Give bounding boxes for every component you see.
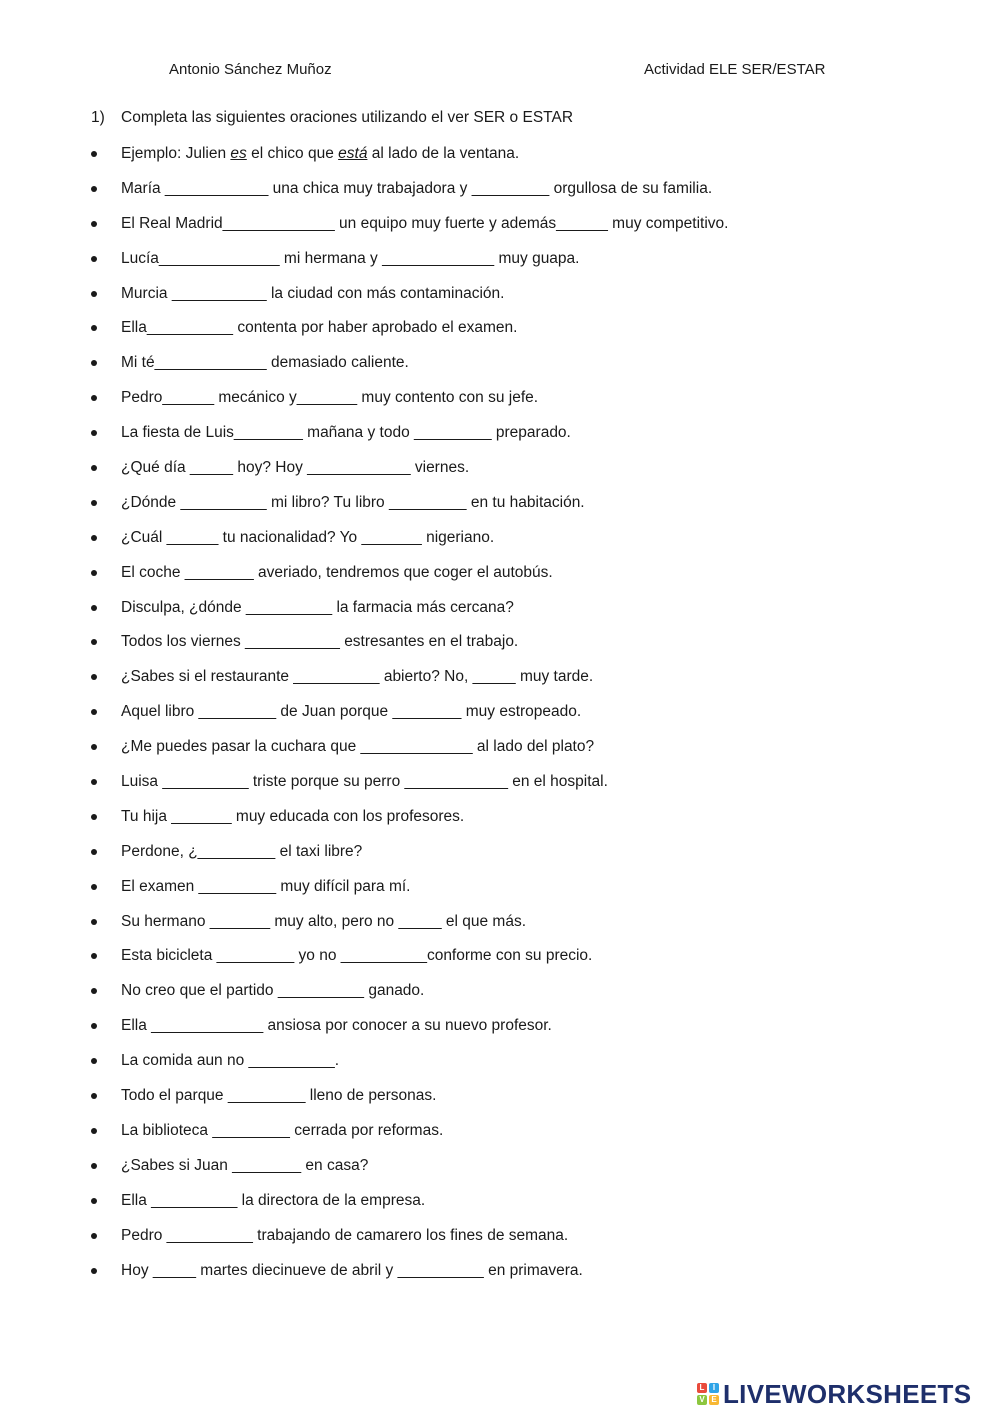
sentence-text: ¿Me puedes pasar la cuchara que _____________ al lado del plato?: [121, 738, 595, 756]
bullet-icon: [91, 605, 97, 611]
bullet-icon: [91, 988, 97, 994]
sentence-item: [0, 667, 1000, 702]
liveworksheets-logo: [697, 1377, 971, 1411]
bullet-icon: [91, 151, 97, 157]
header-activity: Actividad ELE SER/ESTAR: [644, 61, 826, 78]
sentence-item: [0, 632, 1000, 667]
sentence-item: [0, 1191, 1000, 1226]
bullet-icon: [91, 779, 97, 785]
sentence-text: Todo el parque _________ lleno de personas.: [121, 1087, 437, 1105]
sentence-text: María ____________ una chica muy trabajadora y _________ orgullosa de su familia.: [121, 179, 713, 197]
bullet-icon: [91, 360, 97, 366]
sentence-text: No creo que el partido __________ ganado.: [121, 982, 425, 1000]
sentence-text: La comida aun no __________.: [121, 1052, 340, 1070]
sentence-text: El Real Madrid_____________ un equipo muy fuerte y además______ muy competitivo.: [121, 214, 729, 232]
bullet-icon: [91, 1023, 97, 1029]
example-verb-estar: está: [338, 145, 368, 162]
header-author: Antonio Sánchez Muñoz: [169, 61, 332, 78]
sentence-item: [0, 214, 1000, 249]
sentence-item: [0, 737, 1000, 772]
example-text-3: al lado de la ventana.: [367, 145, 520, 162]
bullet-icon: [91, 744, 97, 750]
sentence-text: La biblioteca _________ cerrada por reformas.: [121, 1121, 444, 1139]
sentence-item: [0, 1121, 1000, 1156]
sentence-text: Luisa __________ triste porque su perro ____________ en el hospital.: [121, 773, 608, 791]
instruction-number: 1): [91, 109, 105, 126]
sentence-text: ¿Sabes si Juan ________ en casa?: [121, 1156, 369, 1174]
example-text-2: el chico que: [246, 145, 339, 162]
bullet-icon: [91, 919, 97, 925]
sentence-item: [0, 1156, 1000, 1191]
sentence-item: [0, 423, 1000, 458]
sentence-item: [0, 458, 1000, 493]
sentence-text: ¿Sabes si el restaurante __________ abierto? No, _____ muy tarde.: [121, 668, 594, 686]
sentence-text: Ella__________ contenta por haber aprobado el examen.: [121, 319, 518, 337]
bullet-icon: [91, 849, 97, 855]
sentence-text: ¿Cuál ______ tu nacionalidad? Yo _______ nigeriano.: [121, 528, 495, 546]
bullet-icon: [91, 535, 97, 541]
sentence-list: [0, 144, 1000, 1295]
sentence-item: [0, 981, 1000, 1016]
sentence-item: [0, 353, 1000, 388]
sentence-item: [0, 388, 1000, 423]
sentence-item: [0, 702, 1000, 737]
example-text-1: Ejemplo: Julien: [121, 145, 231, 162]
bullet-icon: [91, 291, 97, 297]
sentence-item: [0, 912, 1000, 947]
bullet-icon: [91, 639, 97, 645]
bullet-icon: [91, 1058, 97, 1064]
sentence-item: [0, 528, 1000, 563]
sentence-text: La fiesta de Luis________ mañana y todo _________ preparado.: [121, 424, 571, 442]
bullet-icon: [91, 953, 97, 959]
bullet-icon: [91, 430, 97, 436]
sentence-item: [0, 563, 1000, 598]
sentence-item: [0, 1261, 1000, 1296]
sentence-text: Ella _____________ ansiosa por conocer a su nuevo profesor.: [121, 1017, 552, 1035]
bullet-icon: [91, 709, 97, 715]
logo-mark-i: I: [709, 1383, 719, 1393]
bullet-icon: [91, 186, 97, 192]
bullet-icon: [91, 1268, 97, 1274]
sentence-text: Ella __________ la directora de la empresa.: [121, 1191, 426, 1209]
sentence-text: Esta bicicleta _________ yo no __________conforme con su precio.: [121, 947, 593, 965]
bullet-icon: [91, 465, 97, 471]
bullet-icon: [91, 1233, 97, 1239]
sentence-item: [0, 318, 1000, 353]
bullet-icon: [91, 221, 97, 227]
bullet-icon: [91, 500, 97, 506]
bullet-icon: [91, 1198, 97, 1204]
sentence-text: Pedro______ mecánico y_______ muy contento con su jefe.: [121, 389, 539, 407]
sentence-text: Hoy _____ martes diecinueve de abril y __________ en primavera.: [121, 1261, 583, 1279]
sentence-item: [0, 877, 1000, 912]
sentence-item: [0, 1051, 1000, 1086]
bullet-icon: [91, 674, 97, 680]
sentence-item: [0, 807, 1000, 842]
bullet-icon: [91, 1128, 97, 1134]
sentence-text: Aquel libro _________ de Juan porque ________ muy estropeado.: [121, 703, 582, 721]
sentence-item: [0, 284, 1000, 319]
sentence-item: [0, 946, 1000, 981]
bullet-icon: [91, 1093, 97, 1099]
instruction: [91, 109, 573, 127]
sentence-text: Pedro __________ trabajando de camarero los fines de semana.: [121, 1226, 569, 1244]
sentence-text: Perdone, ¿_________ el taxi libre?: [121, 842, 363, 860]
bullet-icon: [91, 1163, 97, 1169]
sentence-text: El coche ________ averiado, tendremos que coger el autobús.: [121, 563, 553, 581]
sentence-text: Todos los viernes ___________ estresantes en el trabajo.: [121, 633, 519, 651]
liveworksheets-logo-text: LIVEWORKSHEETS: [723, 1378, 972, 1409]
sentence-text: Murcia ___________ la ciudad con más contaminación.: [121, 284, 505, 302]
bullet-icon: [91, 570, 97, 576]
sentence-text: El examen _________ muy difícil para mí.: [121, 877, 411, 895]
sentence-text: Su hermano _______ muy alto, pero no _____ el que más.: [121, 912, 526, 930]
sentence-text: Mi té_____________ demasiado caliente.: [121, 354, 409, 372]
example-verb-ser: es: [230, 145, 247, 162]
sentence-item: [0, 249, 1000, 284]
bullet-icon: [91, 814, 97, 820]
sentence-item: [0, 772, 1000, 807]
sentence-text: Lucía______________ mi hermana y _____________ muy guapa.: [121, 249, 580, 267]
bullet-icon: [91, 395, 97, 401]
example-item: [0, 144, 1000, 179]
sentence-item: [0, 842, 1000, 877]
bullet-icon: [91, 884, 97, 890]
sentence-item: [0, 1086, 1000, 1121]
logo-mark-l: L: [697, 1383, 707, 1393]
sentence-text: Disculpa, ¿dónde __________ la farmacia más cercana?: [121, 598, 514, 616]
sentence-text: ¿Dónde __________ mi libro? Tu libro _________ en tu habitación.: [121, 493, 585, 511]
logo-mark-v: V: [697, 1395, 707, 1405]
logo-mark-e: E: [709, 1395, 719, 1405]
sentence-text: ¿Qué día _____ hoy? Hoy ____________ viernes.: [121, 459, 470, 477]
sentence-item: [0, 598, 1000, 633]
liveworksheets-logo-icon: [697, 1383, 719, 1405]
bullet-icon: [91, 325, 97, 331]
sentence-item: [0, 179, 1000, 214]
instruction-text: Completa las siguientes oraciones utilizando el ver SER o ESTAR: [121, 109, 574, 126]
bullet-icon: [91, 256, 97, 262]
sentence-text: Tu hija _______ muy educada con los profesores.: [121, 807, 465, 825]
sentence-item: [0, 1226, 1000, 1261]
sentence-item: [0, 493, 1000, 528]
sentence-item: [0, 1016, 1000, 1051]
